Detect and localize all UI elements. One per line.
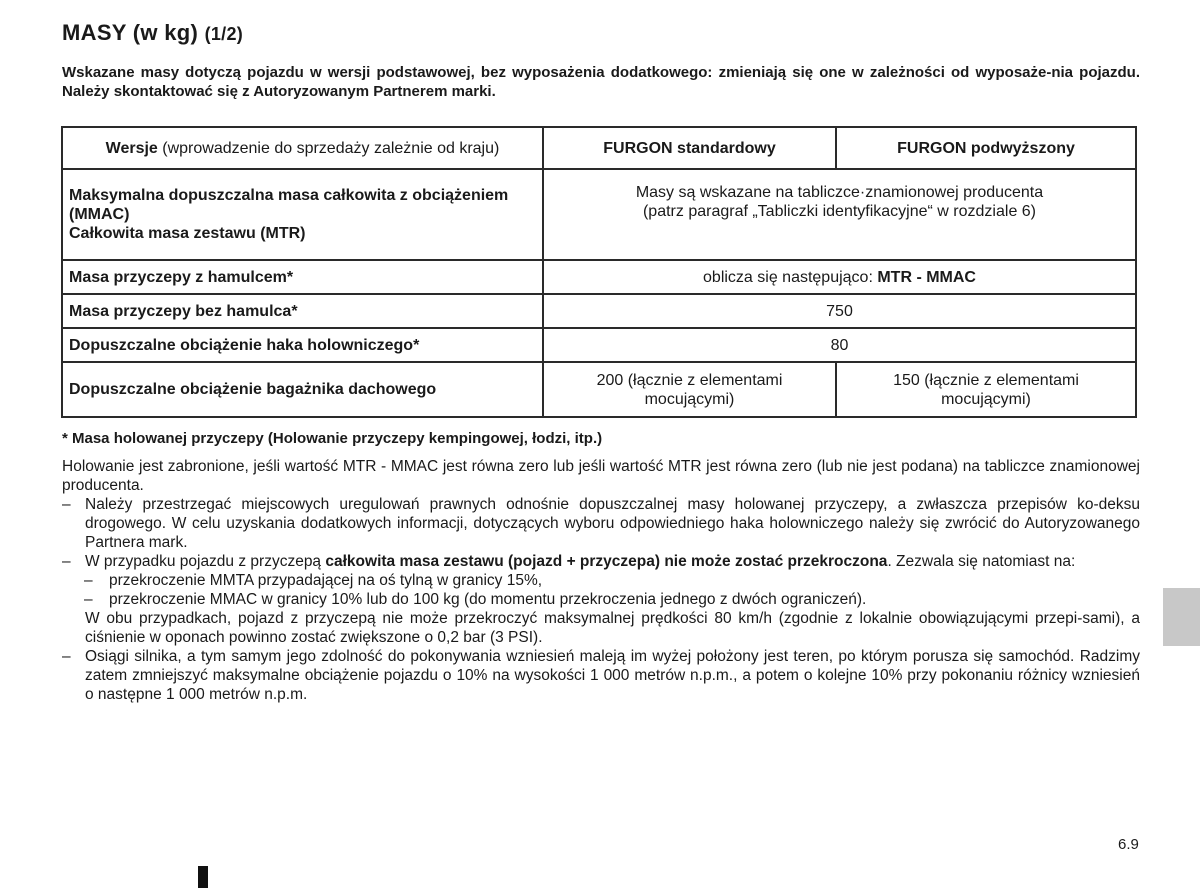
mmac-value-line1: Masy są wskazane na tabliczce·znamionowej producenta: [635, 184, 1044, 201]
braked-trailer-value: [543, 260, 1136, 294]
header-versions-cell: [62, 127, 543, 169]
mmac-value-cell: [543, 169, 1136, 260]
mmac-value-line2: (patrz paragraf „Tabliczki identyfikacyjne“ w rozdziale 6): [642, 203, 1037, 220]
towing-notes: [62, 457, 1140, 704]
sub-list-item-text: przekroczenie MMTA przypadającej na oś tylną w granicy 15%,: [109, 572, 543, 589]
page-title-part: (1/2): [204, 24, 244, 44]
list-item: [62, 647, 1140, 704]
braked-trailer-label: Masa przyczepy z hamulcem*: [62, 260, 543, 294]
towing-paragraph: Holowanie jest zabronione, jeśli wartość MTR - MMAC jest równa zero lub jeśli wartość MTR jest równa zero (lub nie jest podana) na tabliczce znamionowej producenta.: [62, 458, 1140, 494]
dash-bullet: –: [62, 553, 71, 570]
list-item-text-suffix: . Zezwala się natomiast na:: [887, 553, 1076, 570]
roof-rack-raised-value: [836, 362, 1136, 417]
sub-list-item-text: przekroczenie MMAC w granicy 10% lub do 100 kg (do momentu przekroczenia jednego z dwóch ograniczeń).: [109, 591, 867, 608]
hitch-load-value: 80: [543, 328, 1136, 362]
header-versions-note: (wprowadzenie do sprzedaży zależnie od kraju): [157, 139, 500, 157]
roof-rack-raised-line2: mocującymi): [941, 390, 1031, 408]
page-title: [62, 20, 243, 46]
dash-bullet: –: [84, 572, 93, 589]
table-header-row: [62, 127, 1136, 169]
table-row-unbraked-trailer: [62, 294, 1136, 328]
table-row-hitch-load: [62, 328, 1136, 362]
page-title-main: MASY (w kg): [62, 20, 199, 45]
roof-rack-raised-line1: 150 (łącznie z elementami: [893, 371, 1079, 389]
sub-list-item: [62, 571, 1140, 590]
list-item: [62, 552, 1140, 571]
roof-rack-standard-line1: 200 (łącznie z elementami: [596, 371, 783, 389]
print-crop-mark: [198, 866, 208, 888]
dash-bullet: –: [62, 648, 71, 665]
braked-trailer-value-prefix: oblicza się następująco:: [703, 268, 878, 286]
roof-rack-standard-value: [543, 362, 836, 417]
mmac-label: Maksymalna dopuszczalna masa całkowita z obciążeniem (MMAC): [69, 187, 509, 223]
mmac-label-cell: [62, 169, 543, 260]
header-versions-bold: Wersje: [105, 139, 158, 157]
header-raised-van: FURGON podwyższony: [836, 127, 1136, 169]
table-row-mmac: [62, 169, 1136, 260]
page-number: 6.9: [1118, 836, 1139, 853]
table-row-roof-rack: [62, 362, 1136, 417]
masses-table: [61, 126, 1137, 418]
hitch-load-label: Dopuszczalne obciążenie haka holowniczego*: [62, 328, 543, 362]
dash-bullet: –: [84, 591, 93, 608]
header-standard-van: FURGON standardowy: [543, 127, 836, 169]
footnote-heading: * Masa holowanej przyczepy (Holowanie przyczepy kempingowej, łodzi, itp.): [62, 430, 603, 447]
list-item-text-prefix: W przypadku pojazdu z przyczepą: [85, 553, 326, 570]
unbraked-trailer-value: 750: [543, 294, 1136, 328]
roof-rack-label: Dopuszczalne obciążenie bagażnika dachowego: [62, 362, 543, 417]
chapter-tab-marker: [1163, 588, 1200, 646]
unbraked-trailer-label: Masa przyczepy bez hamulca*: [62, 294, 543, 328]
list-item-text: Osiągi silnika, a tym samym jego zdolność do pokonywania wzniesień maleją im wyżej położony jest teren, po którym porusza się samochód. Radzimy zatem zmniejszyć maksymalne obciążenie pojazdu o 10% na wysokości 1 000 metrów n.p.m., a potem o kolejne 10% przy pokonaniu różnicy wzniesień o następne 1 000 metrów n.p.m.: [85, 648, 1140, 703]
list-item-text-bold: całkowita masa zestawu (pojazd + przyczepa) nie może zostać przekroczona: [325, 553, 888, 570]
list-item-text: Należy przestrzegać miejscowych uregulowań prawnych odnośnie dopuszczalnej masy holowanej przyczepy, a zwłaszcza przepisów ko-deksu drogowego. W celu uzyskania dodatkowych informacji, dotyczących wyboru odpowiedniego haka holowniczego należy się zwrócić do Autoryzowanego Partnera mark.: [85, 496, 1140, 551]
intro-paragraph: Wskazane masy dotyczą pojazdu w wersji podstawowej, bez wyposażenia dodatkowego: zmieniają się one w zależności od wyposaże-nia pojazdu. Należy skontaktować się z Autoryzowanym Partnerem marki.: [62, 64, 1140, 100]
mtr-label: Całkowita masa zestawu (MTR): [69, 225, 306, 242]
list-item: [62, 495, 1140, 552]
table-row-braked-trailer: [62, 260, 1136, 294]
roof-rack-standard-line2: mocującymi): [644, 390, 735, 408]
list-item-continuation: W obu przypadkach, pojazd z przyczepą nie może przekroczyć maksymalnej prędkości 80 km/h (zgodnie z lokalnie obowiązującymi przepi-sami), a ciśnienie w oponach powinno zostać zwiększone o 0,2 bar (3 PSI).: [85, 610, 1140, 646]
sub-list-item: [62, 590, 1140, 609]
dash-bullet: –: [62, 496, 71, 513]
braked-trailer-formula: MTR - MMAC: [877, 268, 976, 286]
